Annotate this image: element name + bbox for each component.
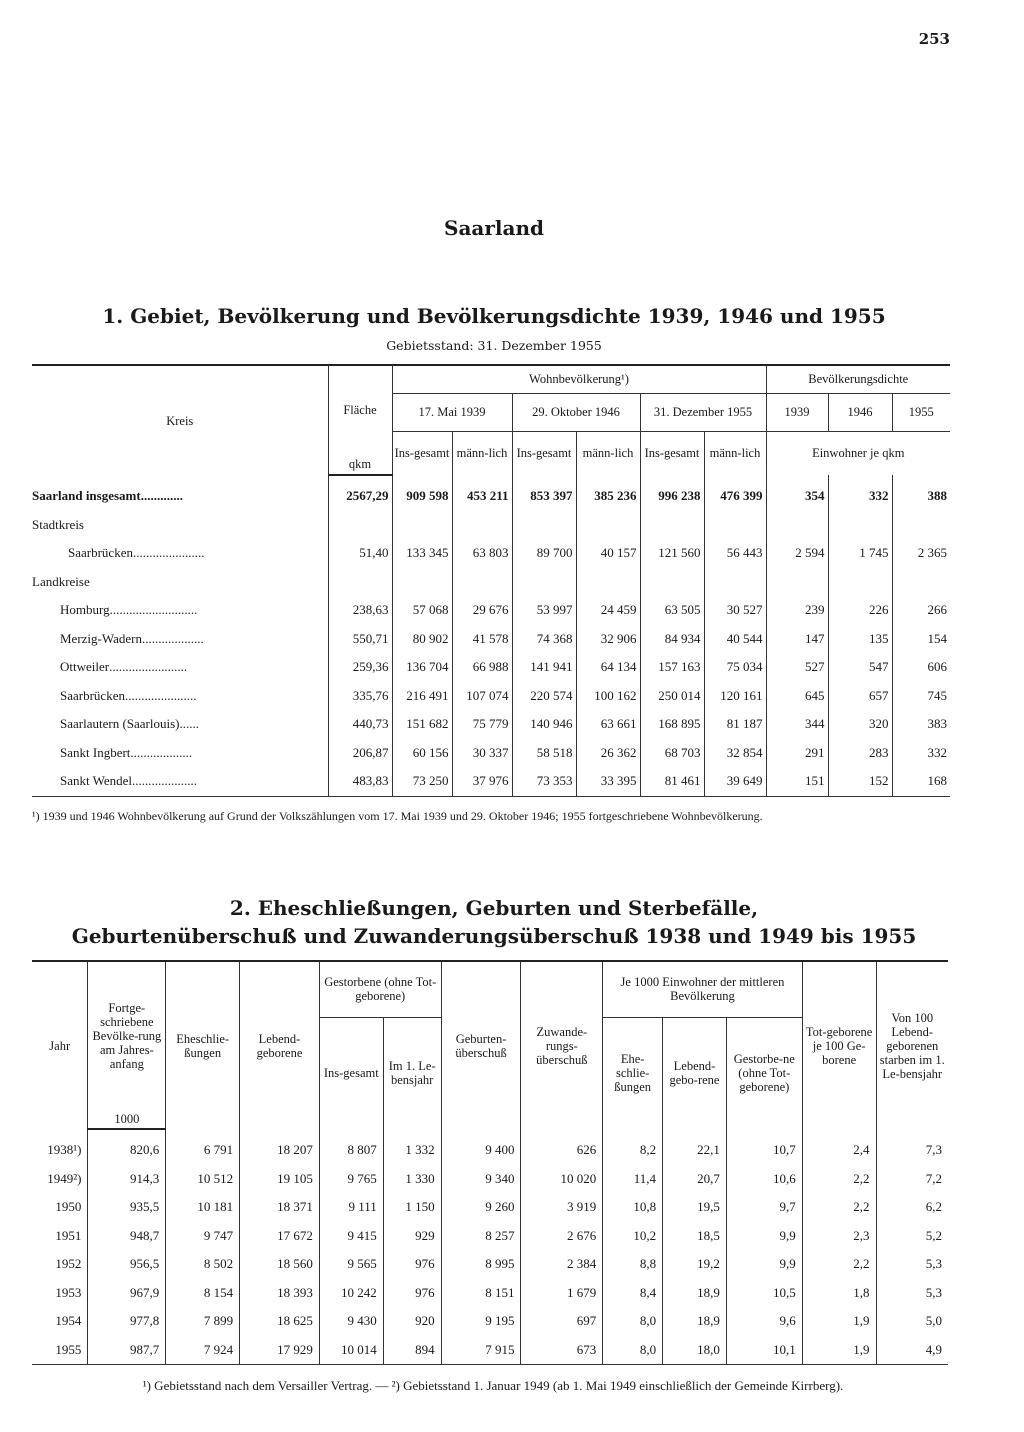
cell-m55: 476 399 [704,475,766,511]
cell-leb: 18 560 [240,1250,320,1279]
cell-tot: 2,2 [802,1165,876,1194]
cell-gebue: 9 260 [441,1193,521,1222]
rate-lebend-header: Lebend-gebo-rene [663,1017,727,1129]
cell-d46: 283 [828,739,892,768]
cell-zuw: 626 [521,1129,603,1165]
cell-d39: 2 594 [766,539,828,568]
cell-jahr: 1938¹) [47,1141,82,1157]
cell-gest: 10 014 [319,1336,383,1365]
cell-bev: 820,6 [88,1129,166,1165]
cell-i46: 853 397 [512,475,576,511]
cell-d39: 527 [766,653,828,682]
cell-flaeche: 335,76 [328,682,392,711]
cell-m39: 41 578 [452,625,512,654]
table2-title-line1: 2. Eheschließungen, Geburten und Sterbefälle, [229,896,759,920]
cell-flaeche: 206,87 [328,739,392,768]
cell-d39: 645 [766,682,828,711]
cell-r_ehe: 8,4 [603,1279,663,1308]
je1000-header: Je 1000 Einwohner der mittleren Bevölkerung [603,961,803,1017]
dichte-unit-header: Einwohner je qkm [766,431,950,475]
cell-r_leb: 18,9 [663,1279,727,1308]
leader-dots: .................... [132,773,198,789]
cell-d46: 226 [828,596,892,625]
cell-m55: 81 187 [704,710,766,739]
cell-gebue: 8 151 [441,1279,521,1308]
maennlich-1955-header: männ-lich [704,431,766,475]
cell-leb: 19 105 [240,1165,320,1194]
cell-bev: 914,3 [88,1165,166,1194]
kreis-label: Sankt Wendel [60,773,133,789]
insgesamt-1939-header: Ins-gesamt [392,431,452,475]
cell-zuw: 3 919 [521,1193,603,1222]
cell-d46 [828,568,892,597]
cell-leb: 18 625 [240,1307,320,1336]
cell-saeug: 7,2 [876,1165,948,1194]
cell-d55: 383 [892,710,950,739]
cell-d39: 291 [766,739,828,768]
cell-i46: 73 353 [512,767,576,796]
population-table [32,364,950,797]
cell-i46: 140 946 [512,710,576,739]
lebendgeborene-header: Lebend-geborene [240,961,320,1129]
cell-m55: 56 443 [704,539,766,568]
cell-r_ehe: 11,4 [603,1165,663,1194]
cell-gebue: 9 400 [441,1129,521,1165]
gest-insgesamt-header: Ins-gesamt [319,1017,383,1129]
cell-leb: 18 207 [240,1129,320,1165]
cell-i46: 58 518 [512,739,576,768]
cell-d55: 266 [892,596,950,625]
cell-r_ehe: 8,0 [603,1336,663,1365]
cell-r_gest: 10,6 [726,1165,802,1194]
table-row [32,596,950,625]
kreis-label: Sankt Ingbert [60,744,131,760]
cell-flaeche: 550,71 [328,625,392,654]
cell-d55: 168 [892,767,950,796]
cell-ehe: 10 181 [166,1193,240,1222]
cell-flaeche: 2567,29 [328,475,392,511]
table-row [32,1193,948,1222]
cell-bev: 977,8 [88,1307,166,1336]
kreis-label: Saarlautern (Saarlouis) [60,716,180,732]
cell-d55: 745 [892,682,950,711]
table-row [32,1307,948,1336]
kreis-label: Ottweiler [60,659,110,675]
maennlich-1939-header: männ-lich [452,431,512,475]
cell-gest1: 976 [383,1279,441,1308]
page-number: 253 [918,30,950,48]
cell-leb: 18 393 [240,1279,320,1308]
table-row [32,1336,948,1365]
cell-i46: 53 997 [512,596,576,625]
cell-saeug: 5,2 [876,1222,948,1251]
cell-zuw: 673 [521,1336,603,1365]
table-row [32,653,950,682]
cell-m46: 385 236 [576,475,640,511]
cell-d46: 1 745 [828,539,892,568]
cell-i39: 57 068 [392,596,452,625]
geburtenueberschuss-header: Geburten-überschuß [441,961,521,1129]
leader-dots: ...................... [124,687,197,703]
cell-flaeche [328,568,392,597]
cell-m39 [452,511,512,540]
page-title: Saarland [444,216,544,240]
cell-flaeche [328,511,392,540]
cell-d55: 2 365 [892,539,950,568]
cell-d46: 547 [828,653,892,682]
cell-gebue: 9 340 [441,1165,521,1194]
kreis-label: Saarbrücken [68,545,133,561]
cell-m46: 63 661 [576,710,640,739]
cell-m55 [704,511,766,540]
cell-gest: 9 430 [319,1307,383,1336]
cell-r_gest: 9,9 [726,1222,802,1251]
cell-i39: 151 682 [392,710,452,739]
cell-i39 [392,511,452,540]
cell-d46: 332 [828,475,892,511]
cell-i46: 89 700 [512,539,576,568]
cell-r_leb: 18,9 [663,1307,727,1336]
cell-i55: 81 461 [640,767,704,796]
zuwanderungsueberschuss-header: Zuwande-rungs-überschuß [521,961,603,1129]
cell-i55: 68 703 [640,739,704,768]
cell-m55 [704,568,766,597]
cell-m39: 30 337 [452,739,512,768]
leader-dots: ................... [141,630,204,646]
cell-gest1: 894 [383,1336,441,1365]
cell-bev: 956,5 [88,1250,166,1279]
cell-flaeche: 238,63 [328,596,392,625]
cell-leb: 17 672 [240,1222,320,1251]
cell-tot: 2,3 [802,1222,876,1251]
table-row [32,1165,948,1194]
cell-tot: 2,2 [802,1193,876,1222]
cell-gebue: 7 915 [441,1336,521,1365]
cell-jahr: 1954 [55,1313,82,1329]
cell-i39 [392,568,452,597]
cell-tot: 1,9 [802,1336,876,1365]
cell-m39: 29 676 [452,596,512,625]
cell-zuw: 10 020 [521,1165,603,1194]
date-1939-header: 17. Mai 1939 [392,393,512,431]
kreis-label: Saarland insgesamt [32,487,141,503]
cell-r_ehe: 10,2 [603,1222,663,1251]
cell-r_leb: 18,5 [663,1222,727,1251]
table-row [32,568,950,597]
cell-m39: 66 988 [452,653,512,682]
cell-i55: 996 238 [640,475,704,511]
cell-tot: 2,4 [802,1129,876,1165]
jahr-header: Jahr [32,961,88,1129]
saeuglingssterblichkeit-header: Von 100 Lebend-geborenen starben im 1. Le-bensjahr [876,961,948,1129]
cell-saeug: 7,3 [876,1129,948,1165]
cell-i39: 80 902 [392,625,452,654]
cell-r_ehe: 8,8 [603,1250,663,1279]
cell-r_leb: 20,7 [663,1165,727,1194]
eheschliessungen-header: Eheschlie-ßungen [166,961,240,1129]
table-row [32,1250,948,1279]
cell-m46: 26 362 [576,739,640,768]
bevoelkerung-unit-header: 1000 [88,1109,166,1129]
cell-gest: 9 415 [319,1222,383,1251]
cell-jahr: 1955 [32,1336,88,1365]
cell-m39: 453 211 [452,475,512,511]
cell-jahr: 1949²) [47,1170,82,1186]
cell-m46: 33 395 [576,767,640,796]
cell-gest1: 1 150 [383,1193,441,1222]
leader-dots: ................... [130,744,193,760]
cell-r_gest: 9,6 [726,1307,802,1336]
cell-r_ehe: 8,2 [603,1129,663,1165]
maennlich-1946-header: männ-lich [576,431,640,475]
cell-m39: 107 074 [452,682,512,711]
cell-m39: 75 779 [452,710,512,739]
cell-d39: 147 [766,625,828,654]
cell-i39: 60 156 [392,739,452,768]
cell-m55: 120 161 [704,682,766,711]
cell-m55: 30 527 [704,596,766,625]
cell-i46: 74 368 [512,625,576,654]
rate-gest-header: Gestorbe-ne (ohne Tot-geborene) [726,1017,802,1129]
rate-ehe-header: Ehe-schlie-ßungen [603,1017,663,1129]
table1-subtitle: Gebietsstand: 31. Dezember 1955 [386,338,602,353]
table2-title-line2: Geburtenüberschuß und Zuwanderungsüberschuß 1938 und 1949 bis 1955 [71,924,917,948]
cell-ehe: 10 512 [166,1165,240,1194]
cell-flaeche: 259,36 [328,653,392,682]
cell-gest1: 976 [383,1250,441,1279]
cell-d46: 152 [828,767,892,796]
table-row [32,625,950,654]
cell-ehe: 7 899 [166,1307,240,1336]
cell-zuw: 2 384 [521,1250,603,1279]
cell-jahr: 1950 [55,1199,82,1215]
cell-m39: 37 976 [452,767,512,796]
cell-saeug: 4,9 [876,1336,948,1365]
kreis-header: Kreis [32,365,328,475]
table1-footnote: ¹) 1939 und 1946 Wohnbevölkerung auf Grund der Volkszählungen vom 17. Mai 1939 und 29. Oktober 1946; 1955 fortgeschriebene Wohnbevölkerung. [32,809,763,823]
leader-dots: ...... [179,716,199,732]
cell-i55 [640,511,704,540]
kreis-label: Landkreise [32,573,90,589]
leader-dots: ........................... [109,602,198,618]
kreis-label: Homburg [60,602,110,618]
cell-m55: 39 649 [704,767,766,796]
leader-dots: ............. [140,487,183,503]
leader-dots: ...................... [132,545,205,561]
cell-gebue: 8 257 [441,1222,521,1251]
cell-jahr: 1951 [55,1227,82,1243]
table-row [32,682,950,711]
cell-leb: 17 929 [240,1336,320,1365]
cell-saeug: 5,0 [876,1307,948,1336]
cell-gest1: 929 [383,1222,441,1251]
cell-m46: 24 459 [576,596,640,625]
table-row [32,739,950,768]
cell-gest: 9 111 [319,1193,383,1222]
cell-saeug: 6,2 [876,1193,948,1222]
cell-flaeche: 483,83 [328,767,392,796]
cell-d39 [766,511,828,540]
cell-i39: 909 598 [392,475,452,511]
cell-bev: 935,5 [88,1193,166,1222]
cell-d55 [892,568,950,597]
flaeche-header: Fläche [328,365,392,453]
cell-i39: 133 345 [392,539,452,568]
cell-i55: 157 163 [640,653,704,682]
cell-jahr: 1953 [55,1284,82,1300]
cell-tot: 1,9 [802,1307,876,1336]
cell-ehe: 8 154 [166,1279,240,1308]
vital-statistics-table [32,960,948,1365]
cell-ehe: 7 924 [166,1336,240,1365]
cell-r_leb: 19,2 [663,1250,727,1279]
year-1955-header: 1955 [892,393,950,431]
cell-d39: 354 [766,475,828,511]
table-row [32,710,950,739]
cell-d46 [828,511,892,540]
cell-gest: 9 765 [319,1165,383,1194]
cell-saeug: 5,3 [876,1250,948,1279]
year-1946-header: 1946 [828,393,892,431]
cell-d55: 388 [892,475,950,511]
cell-i55: 84 934 [640,625,704,654]
table-row [32,1222,948,1251]
table-row [32,539,950,568]
cell-ehe: 8 502 [166,1250,240,1279]
cell-d46: 135 [828,625,892,654]
table-row [32,1129,948,1165]
cell-d55: 154 [892,625,950,654]
cell-r_gest: 10,5 [726,1279,802,1308]
cell-m55: 32 854 [704,739,766,768]
cell-zuw: 2 676 [521,1222,603,1251]
cell-m46: 32 906 [576,625,640,654]
bevoelkerung-header: Fortge-schriebene Bevölke-rung am Jahres-anfang [88,961,166,1109]
totgeborene-header: Tot-geborene je 100 Ge-borene [802,961,876,1129]
flaeche-unit-header: qkm [328,453,392,475]
cell-jahr: 1952 [55,1256,82,1272]
cell-i55: 121 560 [640,539,704,568]
cell-tot: 2,2 [802,1250,876,1279]
cell-i39: 216 491 [392,682,452,711]
insgesamt-1946-header: Ins-gesamt [512,431,576,475]
cell-d55 [892,511,950,540]
table1-title: 1. Gebiet, Bevölkerung und Bevölkerungsdichte 1939, 1946 und 1955 [102,304,886,328]
cell-flaeche: 440,73 [328,710,392,739]
cell-m39 [452,568,512,597]
cell-r_leb: 18,0 [663,1336,727,1365]
dichte-header: Bevölkerungsdichte [766,365,950,393]
table2-footnote: ¹) Gebietsstand nach dem Versailler Vertrag. — ²) Gebietsstand 1. Januar 1949 (ab 1. Mai 1949 einschließlich der Gemeinde Kirrberg). [142,1378,844,1393]
cell-r_ehe: 8,0 [603,1307,663,1336]
date-1955-header: 31. Dezember 1955 [640,393,766,431]
cell-m46 [576,511,640,540]
cell-m46 [576,568,640,597]
kreis-label: Saarbrücken [60,687,125,703]
cell-m55: 75 034 [704,653,766,682]
table-row [32,767,950,796]
year-1939-header: 1939 [766,393,828,431]
cell-i46: 220 574 [512,682,576,711]
cell-i46 [512,568,576,597]
cell-gest1: 1 332 [383,1129,441,1165]
cell-bev: 967,9 [88,1279,166,1308]
cell-gest: 8 807 [319,1129,383,1165]
cell-r_gest: 9,7 [726,1193,802,1222]
cell-d55: 606 [892,653,950,682]
cell-tot: 1,8 [802,1279,876,1308]
cell-r_ehe: 10,8 [603,1193,663,1222]
cell-i55: 250 014 [640,682,704,711]
cell-bev: 948,7 [88,1222,166,1251]
cell-m46: 100 162 [576,682,640,711]
cell-m39: 63 803 [452,539,512,568]
cell-gebue: 8 995 [441,1250,521,1279]
cell-r_leb: 22,1 [663,1129,727,1165]
table-row [32,1279,948,1308]
cell-gest1: 920 [383,1307,441,1336]
cell-ehe: 6 791 [166,1129,240,1165]
kreis-label: Stadtkreis [32,516,84,532]
cell-d39: 151 [766,767,828,796]
gestorbene-header: Gestorbene (ohne Tot-geborene) [319,961,441,1017]
insgesamt-1955-header: Ins-gesamt [640,431,704,475]
leader-dots: ........................ [109,659,188,675]
cell-m55: 40 544 [704,625,766,654]
cell-r_gest: 10,1 [726,1336,802,1365]
cell-r_leb: 19,5 [663,1193,727,1222]
cell-i46 [512,511,576,540]
cell-i55 [640,568,704,597]
cell-bev: 987,7 [88,1336,166,1365]
cell-gest1: 1 330 [383,1165,441,1194]
cell-i55: 63 505 [640,596,704,625]
cell-r_gest: 9,9 [726,1250,802,1279]
cell-zuw: 1 679 [521,1279,603,1308]
gest-1lj-header: Im 1. Le-bensjahr [383,1017,441,1129]
cell-zuw: 697 [521,1307,603,1336]
cell-d39: 344 [766,710,828,739]
cell-gest: 9 565 [319,1250,383,1279]
cell-ehe: 9 747 [166,1222,240,1251]
cell-d46: 657 [828,682,892,711]
cell-r_gest: 10,7 [726,1129,802,1165]
cell-i39: 136 704 [392,653,452,682]
cell-gest: 10 242 [319,1279,383,1308]
cell-flaeche: 51,40 [328,539,392,568]
cell-gebue: 9 195 [441,1307,521,1336]
cell-leb: 18 371 [240,1193,320,1222]
cell-i46: 141 941 [512,653,576,682]
wohnbevoelkerung-header: Wohnbevölkerung¹) [392,365,766,393]
cell-d39: 239 [766,596,828,625]
kreis-label: Merzig-Wadern [60,630,142,646]
cell-d39 [766,568,828,597]
table-row [32,475,950,511]
cell-d46: 320 [828,710,892,739]
cell-m46: 64 134 [576,653,640,682]
cell-saeug: 5,3 [876,1279,948,1308]
cell-i39: 73 250 [392,767,452,796]
table-row [32,511,950,540]
date-1946-header: 29. Oktober 1946 [512,393,640,431]
cell-d55: 332 [892,739,950,768]
cell-i55: 168 895 [640,710,704,739]
cell-m46: 40 157 [576,539,640,568]
